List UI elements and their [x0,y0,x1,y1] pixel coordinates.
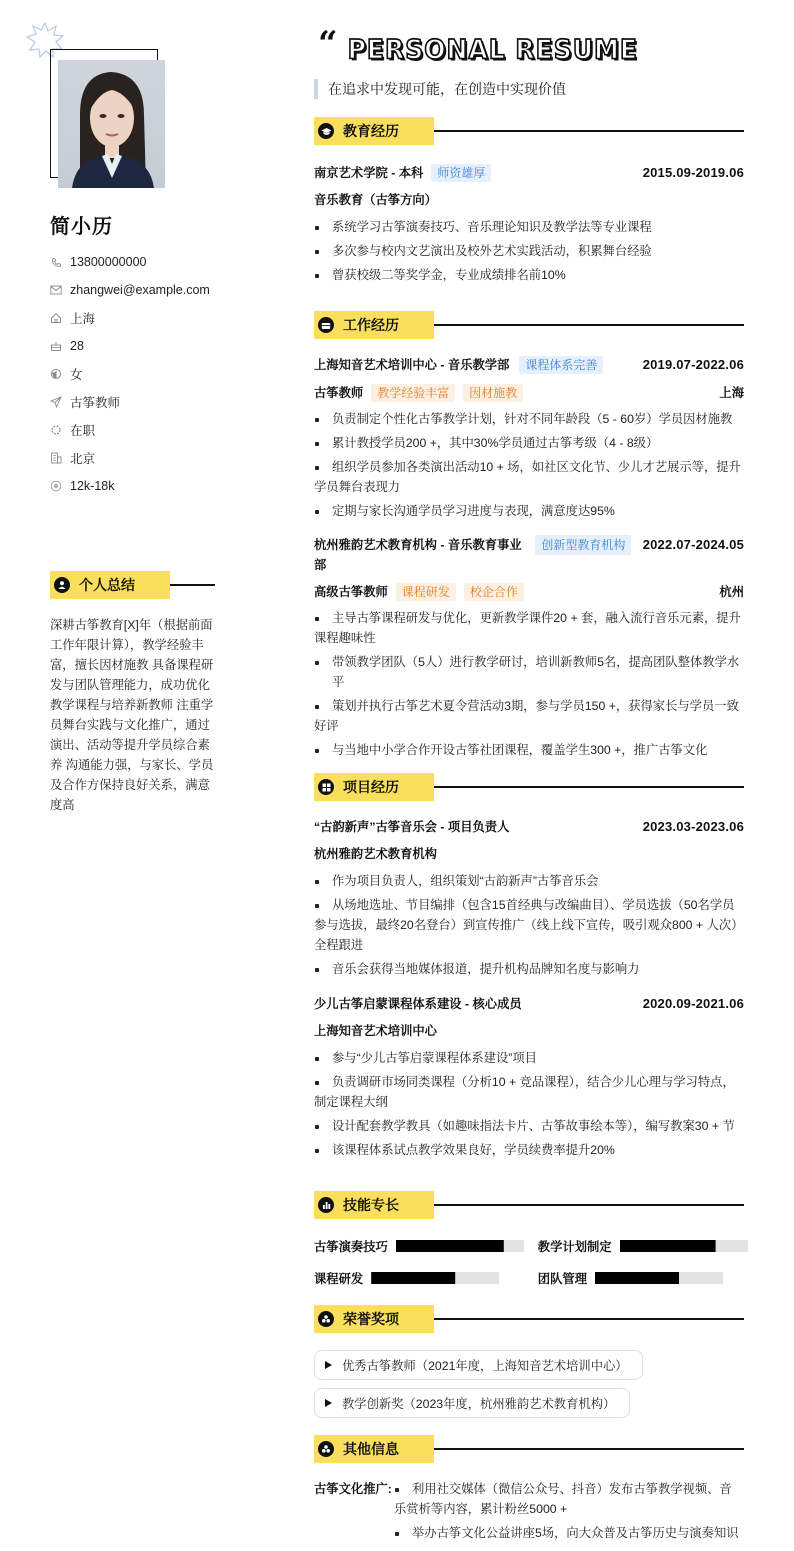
project-entry [314,993,744,1160]
skill-name: 古筝演奏技巧 [314,1240,388,1254]
major: 音乐教育（古筝方向） [314,193,437,207]
skills-section [314,1191,744,1287]
bullet-list [394,1479,744,1547]
avatar [58,60,165,188]
cake-icon [50,340,62,352]
info-cluster-icon [318,1441,334,1457]
award-text: 优秀古筝教师（2021年度，上海知音艺术培训中心） [342,1359,628,1373]
date-range: 2023.03-2023.06 [642,818,744,834]
skill-bar [396,1240,524,1252]
skill-bar [595,1272,723,1284]
date-range: 2015.09-2019.06 [642,164,744,180]
info-city [50,304,260,332]
section-header [314,1305,744,1333]
summary-section [50,571,215,815]
award-item[interactable] [314,1350,643,1380]
section-header [314,1191,744,1219]
list-item: 举办古筝文化公益讲座5场，向大众普及古筝历史与演奏知识 [394,1523,744,1543]
section-title: 荣誉奖项 [343,1311,399,1327]
info-location [50,444,260,472]
profile-name: 简小历 [50,216,113,238]
project-name: 少儿古筝启蒙课程体系建设 - 核心成员 [314,997,522,1011]
briefcase-icon [318,317,334,333]
contact-info [50,248,260,500]
list-item: 主导古筝课程研发与优化，更新教学课件20 + 套，融入流行音乐元素，提升课程趣味性 [314,608,744,648]
bullet-list [314,1048,744,1160]
company-name: 杭州雅韵艺术教育机构 - 音乐教育事业部 [314,538,522,572]
bullet-list [314,871,744,979]
paper-plane-icon [50,396,62,408]
divider [434,1204,744,1205]
section-pill [314,1305,434,1333]
award-item[interactable] [314,1388,630,1418]
skills-grid [314,1237,744,1287]
info-position [50,388,260,416]
summary-text: 深耕古筝教育[X]年（根据前面工作年限计算），教学经验丰富，擅长因材施教 具备课程研发与团队管理能力，成功优化教学课程与培养新教师 注重学员舞台实践与文化推广，通过演出、活动等提升学员综合素养 沟通能力强，与家长、学员及合作方保持良好关系，满意度高 [50,618,214,812]
section-pill [314,773,434,801]
awards-section [314,1305,744,1426]
skill-name: 课程研发 [314,1272,364,1286]
job-city: 上海 [719,386,744,400]
project-org: 杭州雅韵艺术教育机构 [314,847,437,861]
job-city: 杭州 [719,585,744,599]
company-tag: 创新型教育机构 [535,535,631,555]
phone-icon [50,256,62,268]
list-item: 利用社交媒体（微信公众号、抖音）发布古筝教学视频、音乐赏析等内容，累计粉丝5000 + [394,1479,744,1519]
list-item: 作为项目负责人，组织策划“古韵新声”古筝音乐会 [314,871,744,891]
info-salary [50,472,260,500]
section-pill [314,1191,434,1219]
list-item: 负责调研市场同类课程（分析10 + 竞品课程），结合少儿心理与学习特点，制定课程大纲 [314,1072,744,1112]
section-header [314,311,744,339]
role-tag: 因材施教 [463,384,523,402]
salary-value: 12k-18k [70,479,115,493]
resume-title [318,24,638,70]
info-age [50,332,260,360]
list-item: 累计教授学员200 +，其中30%学员通过古筝考级（4 - 8级） [314,433,744,453]
date-range: 2020.09-2021.06 [642,995,744,1011]
skill-name: 团队管理 [537,1272,587,1286]
status-icon [50,424,62,436]
date-range: 2022.07-2024.05 [642,537,744,552]
section-title: 项目经历 [343,779,399,795]
expand-triangle-icon [325,1399,332,1407]
awards-list [314,1350,744,1426]
list-item: 音乐会获得当地媒体报道，提升机构品牌知名度与影响力 [314,959,744,979]
project-name: “古韵新声”古筝音乐会 - 项目负责人 [314,820,510,834]
list-item: 与当地中小学合作开设古筝社团课程，覆盖学生300 +，推广古筝文化 [314,740,744,760]
divider [434,1318,744,1319]
list-item: 策划并执行古筝艺术夏令营活动3期，参与学员150 +，获得家长与学员一致好评 [314,696,744,736]
divider [434,130,744,131]
email-value: zhangwei@example.com [70,283,210,297]
bullet-list [314,409,744,521]
company-tag: 课程体系完善 [519,356,603,374]
list-item: 组织学员参加各类演出活动10 + 场，如社区文化节、少儿才艺展示等，提升学员舞台表现力 [314,457,744,497]
info-phone [50,248,260,276]
list-item: 从场地选址、节目编排（包含15首经典与改编曲目）、学员选拔（50名学员参与选拔，最终20名登台）到宣传推广（线上线下宣传，吸引观众800 + 人次）全程跟进 [314,895,744,955]
skill-item [538,1237,748,1255]
projects-section [314,773,744,1164]
location-value: 北京 [70,452,96,466]
bar-chart-icon [318,1197,334,1213]
phone-value: 13800000000 [70,255,147,269]
other-label: 古筝文化推广: [314,1482,392,1496]
divider [434,786,744,787]
other-item [314,1479,744,1547]
section-header [314,117,744,145]
date-range: 2019.07-2022.06 [642,356,744,372]
grid-icon [318,779,334,795]
building-icon [50,452,62,464]
list-item: 该课程体系试点教学效果良好，学员续费率提升20% [314,1140,744,1160]
section-header [314,1435,744,1463]
section-pill [50,571,170,599]
skill-bar [371,1272,499,1284]
skill-item [314,1269,524,1287]
skill-name: 教学计划制定 [537,1240,612,1254]
divider [170,584,215,585]
gender-icon [50,368,62,380]
work-entry [314,354,744,521]
education-entry [314,162,744,285]
other-section [314,1435,744,1547]
gender-value: 女 [70,368,83,382]
info-email [50,276,260,304]
position-value: 古筝教师 [70,396,121,410]
list-item: 参与“少儿古筝启蒙课程体系建设”项目 [314,1048,744,1068]
user-icon [54,577,70,593]
quote-icon: “ [318,24,338,64]
award-icon [318,1311,334,1327]
job-role: 古筝教师 [314,385,364,400]
job-role: 高级古筝教师 [314,584,388,599]
graduation-cap-icon [318,123,334,139]
section-title: 工作经历 [343,317,399,333]
list-item: 带领教学团队（5人）进行教学研讨，培训新教师5名，提高团队整体教学水平 [314,652,744,692]
info-gender [50,360,260,388]
education-section [314,117,744,289]
age-value: 28 [70,339,84,353]
skill-item [538,1269,748,1287]
expand-triangle-icon [325,1361,332,1369]
work-section [314,311,744,764]
list-item: 定期与家长沟通学员学习进度与表现，满意度达95% [314,501,744,521]
skill-bar [620,1240,748,1252]
section-title: 教育经历 [343,123,399,139]
salary-icon [50,480,62,492]
company-name: 上海知音艺术培训中心 - 音乐教学部 [314,357,510,372]
list-item: 设计配套教学教具（如趣味指法卡片、古筝故事绘本等），编写教案30 + 节 [314,1116,744,1136]
list-item: 系统学习古筝演奏技巧、音乐理论知识及教学法等专业课程 [314,217,744,237]
project-entry [314,816,744,979]
divider [434,324,744,325]
section-pill [314,311,434,339]
role-tag: 教学经验丰富 [371,384,455,402]
school-tag: 师资雄厚 [431,164,491,182]
city-value: 上海 [70,312,96,326]
info-status [50,416,260,444]
sidebar [0,0,265,1551]
section-title: 其他信息 [343,1441,399,1457]
project-org: 上海知音艺术培训中心 [314,1024,437,1038]
mail-icon [50,284,62,296]
role-tag: 校企合作 [464,583,524,601]
home-icon [50,312,62,324]
section-title: 个人总结 [79,577,135,593]
bullet-list [314,608,744,760]
section-pill [314,117,434,145]
award-text: 教学创新奖（2023年度，杭州雅韵艺术教育机构） [342,1397,616,1411]
section-header [314,773,744,801]
motto: 在追求中发现可能，在创造中实现价值 [314,79,566,99]
list-item: 曾获校级二等奖学金，专业成绩排名前10% [314,265,744,285]
section-header [50,571,215,599]
role-tag: 课程研发 [396,583,456,601]
section-title: 技能专长 [343,1197,399,1213]
divider [434,1448,744,1449]
work-entry [314,535,744,760]
list-item: 多次参与校内文艺演出及校外艺术实践活动，积累舞台经验 [314,241,744,261]
title-text: PERSONAL RESUME [347,34,638,65]
skill-item [314,1237,524,1255]
list-item: 负责制定个性化古筝教学计划，针对不同年龄段（5 - 60岁）学员因材施教 [314,409,744,429]
bullet-list [314,217,744,285]
school-name: 南京艺术学院 - 本科 [314,165,424,180]
section-pill [314,1435,434,1463]
status-value: 在职 [70,424,96,438]
